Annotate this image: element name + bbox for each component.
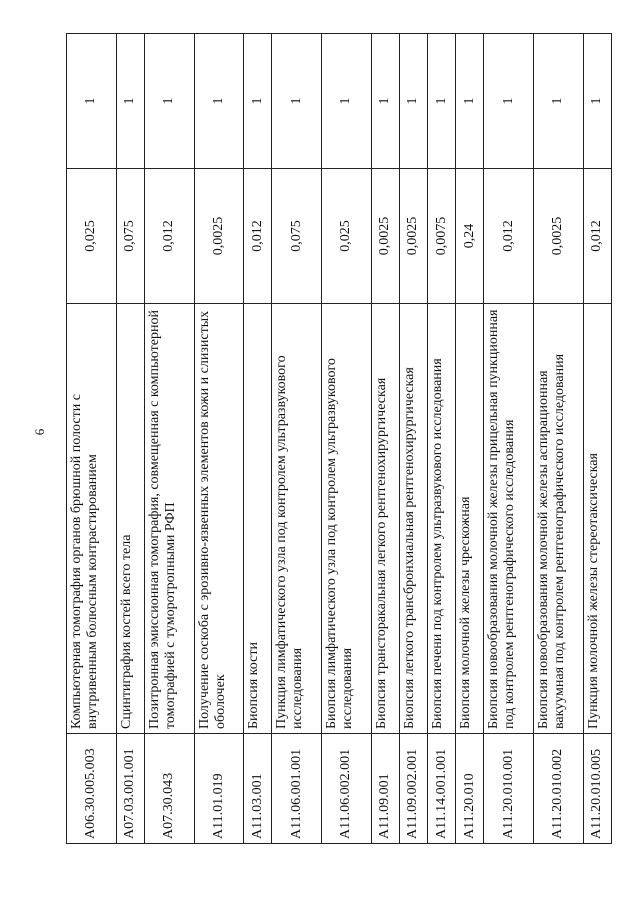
multiplicity: 1 — [272, 34, 322, 169]
frequency-coefficient: 0,025 — [322, 169, 372, 304]
service-name: Пункция молочной железы стереотаксическая — [583, 304, 611, 734]
service-code: A11.20.010 — [456, 734, 484, 844]
service-name: Позитронная эмиссионная томография, совмещенная с компьютерной томографией с туморотропными РФП — [144, 304, 194, 734]
service-code: A11.01.019 — [194, 734, 244, 844]
table-row — [194, 34, 244, 844]
service-name: Пункция лимфатического узла под контролем ультразвукового исследования — [272, 304, 322, 734]
table-row — [244, 34, 272, 844]
frequency-coefficient: 0,025 — [67, 169, 117, 304]
service-name: Сцинтиграфия костей всего тела — [116, 304, 144, 734]
frequency-coefficient: 0,0075 — [428, 169, 456, 304]
multiplicity: 1 — [484, 34, 534, 169]
table-row — [371, 34, 399, 844]
multiplicity: 1 — [116, 34, 144, 169]
service-code: A11.09.002.001 — [399, 734, 427, 844]
table-row — [272, 34, 322, 844]
service-name: Получение соскоба с эрозивно-язвенных элементов кожи и слизистых оболочек — [194, 304, 244, 734]
table-row — [484, 34, 534, 844]
frequency-coefficient: 0,24 — [456, 169, 484, 304]
frequency-coefficient: 0,012 — [244, 169, 272, 304]
page-number: 6 — [32, 428, 47, 436]
frequency-coefficient: 0,0025 — [534, 169, 584, 304]
service-code: A11.06.002.001 — [322, 734, 372, 844]
service-code: A06.30.005.003 — [67, 734, 117, 844]
services-table — [66, 33, 612, 844]
service-name: Биопсия печени под контролем ультразвукового исследования — [428, 304, 456, 734]
multiplicity: 1 — [144, 34, 194, 169]
table-row — [428, 34, 456, 844]
rotated-table-wrapper — [66, 34, 612, 844]
table-row — [399, 34, 427, 844]
multiplicity: 1 — [583, 34, 611, 169]
multiplicity: 1 — [399, 34, 427, 169]
multiplicity: 1 — [371, 34, 399, 169]
multiplicity: 1 — [322, 34, 372, 169]
multiplicity: 1 — [428, 34, 456, 169]
service-code: A11.20.010.002 — [534, 734, 584, 844]
frequency-coefficient: 0,075 — [272, 169, 322, 304]
table-row — [144, 34, 194, 844]
service-name: Биопсия новообразования молочной железы аспирационная вакуумная под контролем рентгенографического исследования — [534, 304, 584, 734]
frequency-coefficient: 0,0025 — [371, 169, 399, 304]
frequency-coefficient: 0,012 — [484, 169, 534, 304]
frequency-coefficient: 0,0025 — [399, 169, 427, 304]
service-name: Биопсия лимфатического узла под контролем ультразвукового исследования — [322, 304, 372, 734]
table-row — [116, 34, 144, 844]
service-code: A11.09.001 — [371, 734, 399, 844]
frequency-coefficient: 0,012 — [144, 169, 194, 304]
service-name: Биопсия новообразования молочной железы прицельная пункционная под контролем рентгенографического исследования — [484, 304, 534, 734]
service-name: Биопсия кости — [244, 304, 272, 734]
table-row — [456, 34, 484, 844]
multiplicity: 1 — [534, 34, 584, 169]
service-code: A11.20.010.005 — [583, 734, 611, 844]
service-name: Компьютерная томография органов брюшной полости с внутривенным болюсным контрастированием — [67, 304, 117, 734]
frequency-coefficient: 0,012 — [583, 169, 611, 304]
service-name: Биопсия легкого трансбронхиальная рентгенохирургическая — [399, 304, 427, 734]
multiplicity: 1 — [67, 34, 117, 169]
service-code: A07.30.043 — [144, 734, 194, 844]
table-row — [583, 34, 611, 844]
table-row — [322, 34, 372, 844]
service-code: A11.20.010.001 — [484, 734, 534, 844]
service-code: A11.14.001.001 — [428, 734, 456, 844]
service-name: Биопсия молочной железы чрескожная — [456, 304, 484, 734]
table-row — [534, 34, 584, 844]
service-name: Биопсия трансторакальная легкого рентгенохирургическая — [371, 304, 399, 734]
service-code: A11.06.001.001 — [272, 734, 322, 844]
table-row — [67, 34, 117, 844]
frequency-coefficient: 0,0025 — [194, 169, 244, 304]
service-code: A11.03.001 — [244, 734, 272, 844]
multiplicity: 1 — [456, 34, 484, 169]
service-code: A07.03.001.001 — [116, 734, 144, 844]
frequency-coefficient: 0,075 — [116, 169, 144, 304]
multiplicity: 1 — [194, 34, 244, 169]
multiplicity: 1 — [244, 34, 272, 169]
